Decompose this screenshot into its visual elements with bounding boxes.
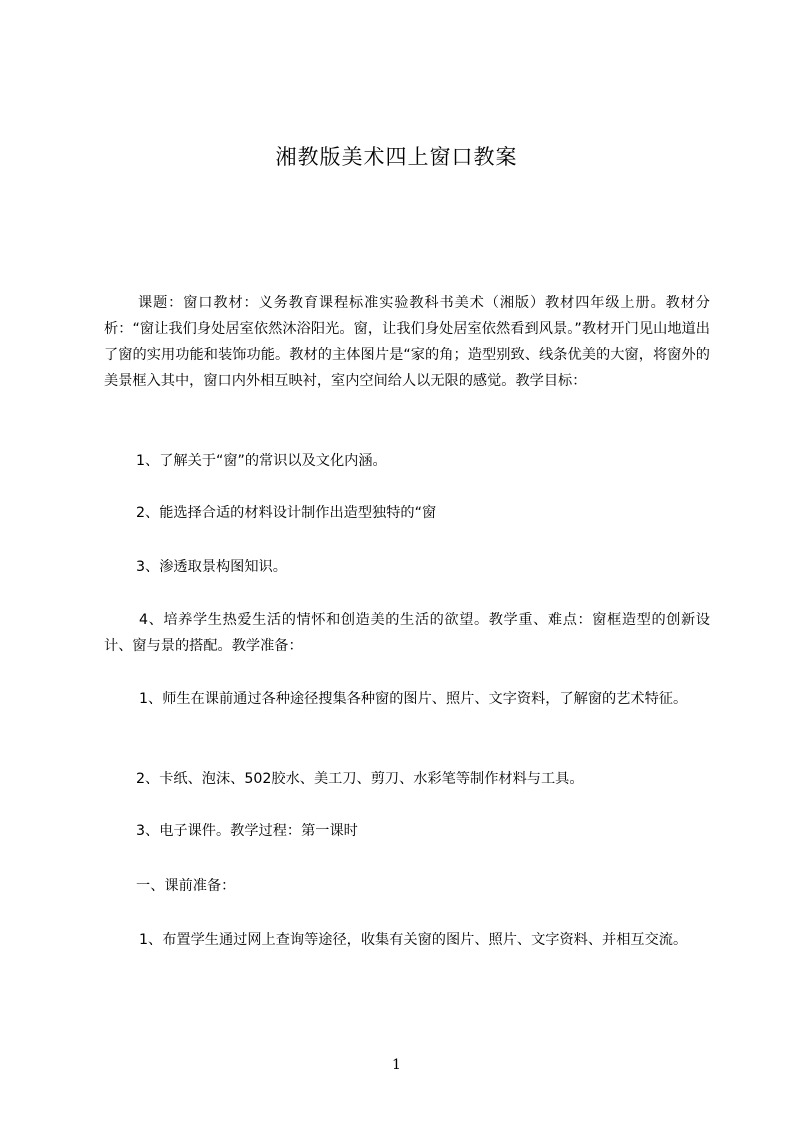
paragraph-pre-class-1: 1、布置学生通过网上查询等途径，收集有关窗的图片、照片、文字资料、并相互交流。	[139, 932, 688, 948]
paragraph-goal-4: 4、培养学生热爱生活的情怀和创造美的生活的欲望。教学重、难点：窗框造型的创新设计、窗与景的搭配。教学准备：	[104, 612, 710, 654]
paragraph-goal-3: 3、渗透取景构图知识。	[136, 559, 287, 575]
section-heading-pre-class: 一、课前准备：	[136, 878, 236, 894]
paragraph-lesson-overview: 课题：窗口教材：义务教育课程标准实验教科书美术（湘版）教材四年级上册。教材分析：“窗让我们身处居室依然沐浴阳光。窗，让我们身处居室依然看到风景。”教材开门见山地道出了窗的实用功能和装饰功能。教材的主体图片是“家的角；造型别致、线条优美的大窗，将窗外的美景框入其中，窗口内外相互映衬，室内空间给人以无限的感觉。教学目标：	[104, 295, 710, 389]
document-title: 湘教版美术四上窗口教案	[275, 145, 518, 169]
paragraph-prep-3: 3、电子课件。教学过程：第一课时	[136, 823, 358, 839]
paragraph-prep-1: 1、师生在课前通过各种途径搜集各种窗的图片、照片、文字资料，了解窗的艺术特征。	[139, 691, 688, 707]
paragraph-prep-2: 2、卡纸、泡沫、502胶水、美工刀、剪刀、水彩笔等制作材料与工具。	[136, 771, 584, 787]
paragraph-goal-1: 1、了解关于“窗”的常识以及文化内涵。	[136, 453, 387, 469]
paragraph-goal-2: 2、能选择合适的材料设计制作出造型独特的“窗	[136, 505, 437, 521]
page-number: 1	[392, 1057, 401, 1073]
